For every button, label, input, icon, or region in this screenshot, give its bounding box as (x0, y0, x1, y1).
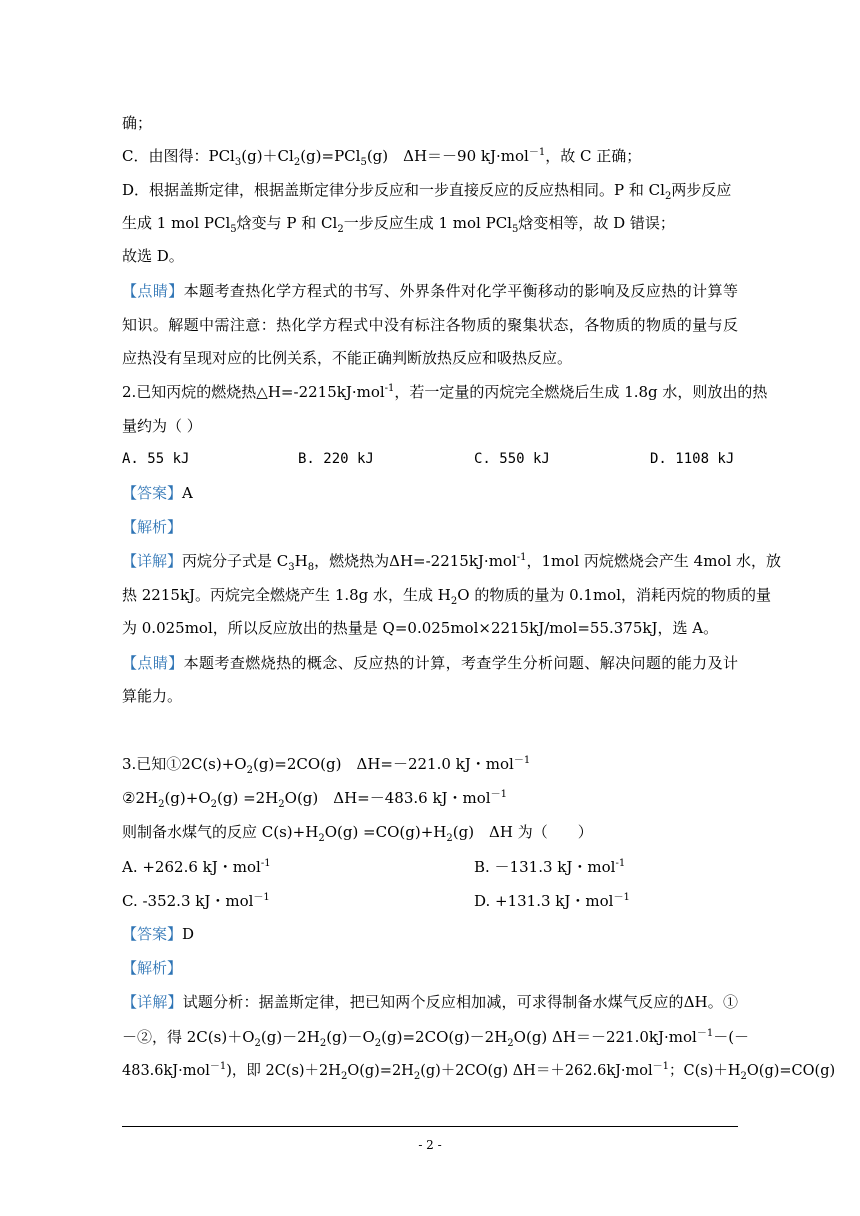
text-line: －②，得 $2C(s)+O_2(g)-2H_2(g)-O_2(g)=2CO(g)-2H_2O(g)$ ΔH＝－221.0kJ·mol$^{-1}$－(－ (122, 1028, 750, 1049)
text-line: 【详解】丙烷分子式是 $C_3H_8$，燃烧热为ΔH=-2215kJ·mol$^{-1}$，1mol 丙烷燃烧会产生 4mol 水，放 (122, 552, 782, 573)
text-line: 应热没有呈现对应的比例关系，不能正确判断放热反应和吸热反应。 (122, 349, 573, 367)
section-tag: 【点睛】 (122, 282, 184, 300)
detail-tag: 【详解】 (122, 993, 183, 1011)
text-line: 确； (122, 114, 153, 132)
page-number: - 2 - (418, 1138, 442, 1152)
text-line: 生成 1 mol PCl$_5$焓变与 P 和 $Cl_2$一步反应生成 1 mol PCl$_5$焓变相等，故 D 错误； (122, 214, 675, 235)
text-line: 故选 D。 (122, 247, 184, 265)
option-d: D. 1108 kJ (650, 451, 735, 467)
text-line: 知识。解题中需注意：热化学方程式中没有标注各物质的聚集状态，各物质的物质的量与反 (122, 316, 738, 334)
question-3: 3.已知$①2C(s)+O_2(g)=2CO(g)$ ΔH=－221.0 kJ・mol$^{-1}$ (122, 755, 531, 776)
option-a: A. 55 kJ (122, 451, 190, 467)
section-tag: 【点睛】 (122, 654, 184, 672)
text-line: 则制备水煤气的反应 $C(s)+H_2O(g) =CO(g)+H_2(g)$ ΔH 为（ ） (122, 823, 593, 844)
text-line: D．根据盖斯定律，根据盖斯定律分步反应和一步直接反应的反应热相同。P 和 $Cl_2$两步反应 (122, 181, 732, 202)
text-line: C．由图得：$PCl_3(g)+Cl_2(g)=PCl_5(g)$ ΔH＝－90 kJ·mol$^{-1}$，故 C 正确； (122, 147, 642, 168)
text-line: 量约为（ ） (122, 417, 202, 435)
text-line: 【点睛】本题考查热化学方程式的书写、外界条件对化学平衡移动的影响及反应热的计算等 (122, 282, 738, 300)
answer-tag: 【答案】 (122, 484, 183, 502)
option-c: C. -352.3 kJ・mol$^{-1}$ (122, 892, 270, 910)
answer-line: 【答案】D (122, 925, 195, 943)
text-line: 【点睛】本题考查燃烧热的概念、反应热的计算，考查学生分析问题、解决问题的能力及计 (122, 654, 738, 672)
text-line: 483.6kJ·mol$^{-1}$)，即 $2C(s)+2H_2O(g)=2H_2(g)+2CO(g)$ ΔH＝＋262.6kJ·mol$^{-1}$；$C(s)+H_2O(g)=CO(g)$ (122, 1061, 836, 1082)
answer-line: 【答案】A (122, 484, 193, 502)
option-a: A. +262.6 kJ・mol$^{-1}$ (122, 858, 271, 876)
text-line: 为 0.025mol，所以反应放出的热量是 Q=0.025mol×2215kJ/mol=55.375kJ，选 A。 (122, 619, 719, 637)
option-b: B. －131.3 kJ・mol$^{-1}$ (474, 858, 626, 876)
analysis-heading: 【解析】 (122, 959, 183, 977)
option-b: B. 220 kJ (298, 451, 374, 467)
detail-tag: 【详解】 (122, 552, 183, 570)
answer-tag: 【答案】 (122, 925, 183, 943)
text-line: $②2H_2(g)+O_2(g) =2H_2O(g)$ ΔH=－483.6 kJ・mol$^{-1}$ (122, 789, 507, 810)
text-line: 算能力。 (122, 687, 183, 705)
text-line: 热 2215kJ。丙烷完全燃烧产生 1.8g 水，生成 $H_2O$ 的物质的量为 0.1mol，消耗丙烷的物质的量 (122, 586, 772, 607)
option-c: C. 550 kJ (474, 451, 550, 467)
analysis-heading: 【解析】 (122, 518, 183, 536)
option-d: D. +131.3 kJ・mol$^{-1}$ (474, 892, 630, 910)
footer-divider (122, 1126, 738, 1127)
question-2: 2.已知丙烷的燃烧热△H=-2215kJ·mol$^{-1}$，若一定量的丙烷完全燃烧后生成 1.8g 水，则放出的热 (122, 383, 768, 401)
text-line: 【详解】试题分析：据盖斯定律，把已知两个反应相加减，可求得制备水煤气反应的ΔH。① (122, 993, 738, 1011)
